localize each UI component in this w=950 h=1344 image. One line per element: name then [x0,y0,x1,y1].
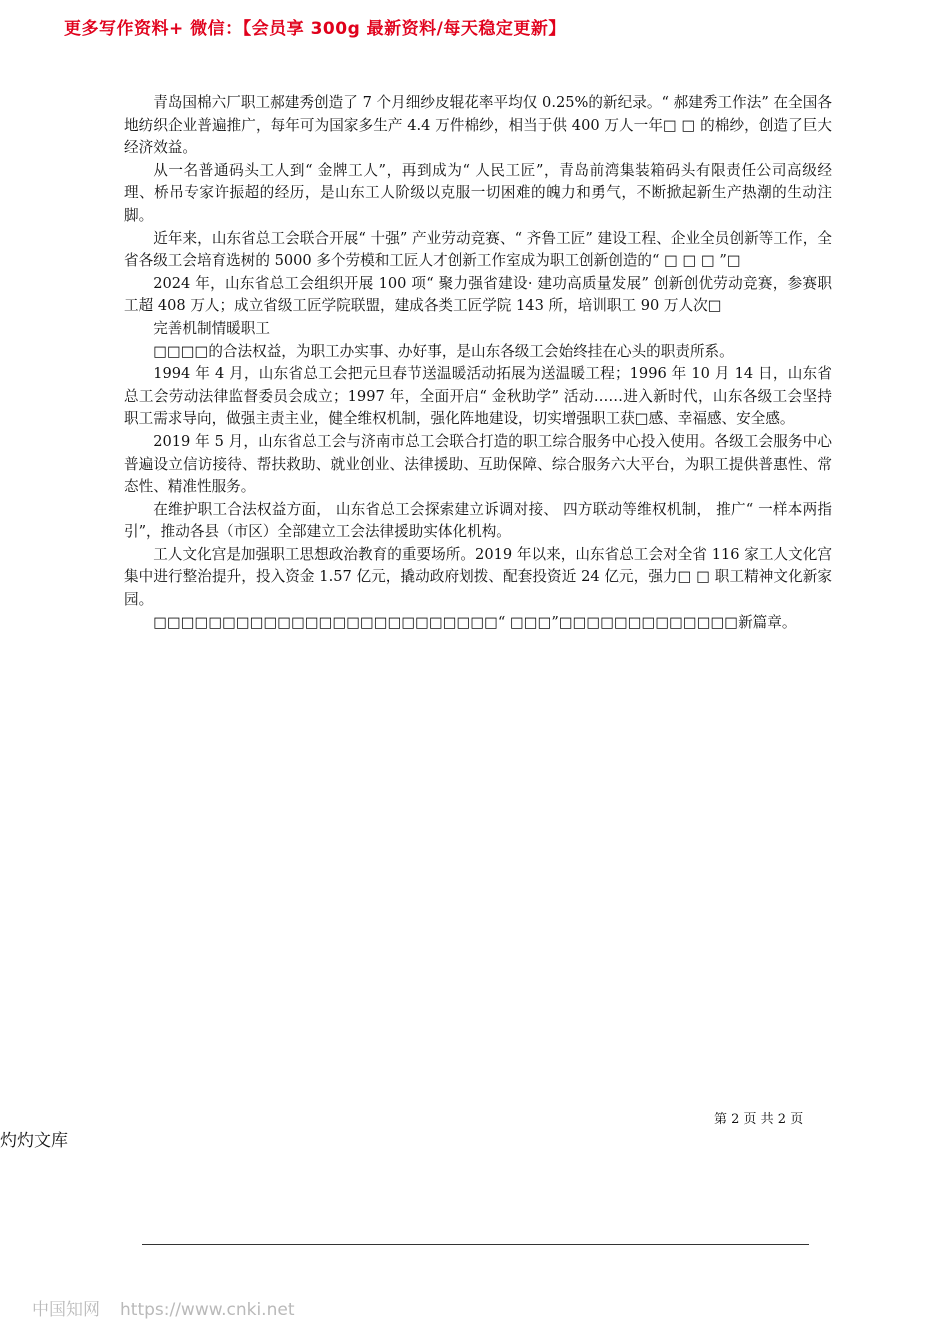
paragraph: 2024 年，山东省总工会组织开展 100 项“ 聚力强省建设· 建功高质量发展” 创新创优劳动竞赛，参赛职工超 408 万人；成立省级工匠学院联盟，建成各类工匠学院 143 所，培训职工 90 万人次□ [124,274,832,315]
brand-label: 灼灼文库 [0,1131,68,1151]
footer [32,1295,294,1320]
paragraph: □□□□□□□□□□□□□□□□□□□□□□□□□“ □□□”□□□□□□□□□□□□□新篇章。 [153,613,797,631]
section-heading: 完善机制情暖职工 [153,319,270,337]
page-number: 第 2 页 共 2 页 [714,1112,804,1127]
promo-banner: 更多写作资料+ 微信：【会员享 300g 最新资料/每天稳定更新】 [64,19,566,39]
paragraph: 2019 年 5 月，山东省总工会与济南市总工会联合打造的职工综合服务中心投入使用。各级工会服务中心普遍设立信访接待、帮扶救助、就业创业、法律援助、互助保障、综合服务六大平台，为职工提供普惠性、常态性、精准性服务。 [124,432,832,496]
paragraph: 从一名普通码头工人到“ 金牌工人”，再到成为“ 人民工匠”，青岛前湾集装箱码头有限责任公司高级经理、桥吊专家许振超的经历，是山东工人阶级以克服一切困难的魄力和勇气，不断掀起新生产热潮的生动注脚。 [124,161,832,224]
footer-site-url[interactable]: https://www.cnki.net [120,1300,295,1320]
footer-divider [142,1244,809,1245]
paragraph: 工人文化宫是加强职工思想政治教育的重要场所。2019 年以来，山东省总工会对全省 116 家工人文化宫集中进行整治提升，投入资金 1.57 亿元，撬动政府划拨、配套投资近 24 亿元，强力□ □ 职工精神文化新家园。 [124,545,832,609]
paragraph: □□□□的合法权益，为职工办实事、办好事，是山东各级工会始终挂在心头的职责所系。 [153,342,734,360]
paragraph: 1994 年 4 月，山东省总工会把元旦春节送温暖活动拓展为送温暖工程；1996 年 10 月 14 日，山东省总工会劳动法律监督委员会成立；1997 年，全面开启“ 金秋助学” 活动……进入新时代，山东各级工会坚持职工需求导向，做强主责主业，健全维权机制，强化阵地建设，切实增强职工获□感、幸福感、安全感。 [124,365,832,428]
paragraph: 青岛国棉六厂职工郝建秀创造了 7 个月细纱皮辊花率平均仅 0.25%的新纪录。“ 郝建秀工作法” 在全国各地纺织企业普遍推广，每年可为国家多生产 4.4 万件棉纱，相当于供 400 万人一年□ □ 的棉纱，创造了巨大经济效益。 [124,94,832,157]
article-body [124,92,832,634]
footer-site-name: 中国知网 [32,1300,100,1320]
paragraph: 在维护职工合法权益方面， 山东省总工会探索建立诉调对接、 四方联动等维权机制， 推广“ 一样本两指引”，推动各县（市区）全部建立工会法律援助实体化机构。 [124,500,832,541]
paragraph: 近年来，山东省总工会联合开展“ 十强” 产业劳动竞赛、“ 齐鲁工匠” 建设工程、企业全员创新等工作，全省各级工会培育选树的 5000 多个劳模和工匠人才创新工作室成为职工创新创造的“ □ □ □ ”□ [124,229,832,270]
